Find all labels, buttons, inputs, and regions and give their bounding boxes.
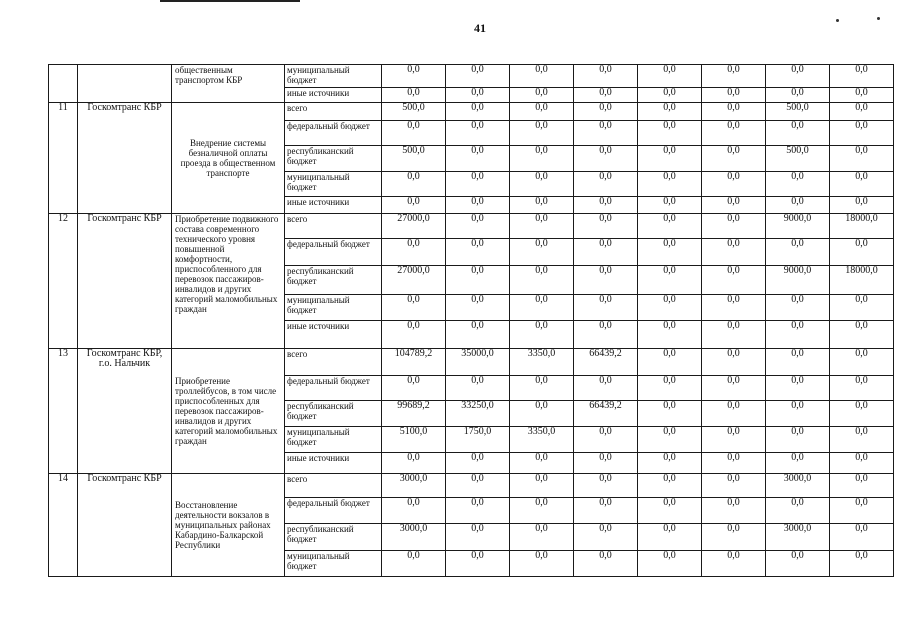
executor-cell: Госкомтранс КБР xyxy=(78,214,172,349)
value-cell: 0,0 xyxy=(702,349,766,376)
funding-source-cell: муниципальный бюджет xyxy=(285,172,382,197)
value-cell: 0,0 xyxy=(638,524,702,551)
value-cell: 0,0 xyxy=(766,239,830,266)
funding-source-cell: иные источники xyxy=(285,321,382,349)
value-cell: 0,0 xyxy=(574,214,638,239)
funding-source-cell: республиканский бюджет xyxy=(285,266,382,295)
funding-source-cell: федеральный бюджет xyxy=(285,121,382,146)
value-cell: 0,0 xyxy=(702,401,766,427)
value-cell: 0,0 xyxy=(382,295,446,321)
value-cell: 0,0 xyxy=(510,266,574,295)
value-cell: 0,0 xyxy=(510,121,574,146)
value-cell: 0,0 xyxy=(702,474,766,498)
funding-source-cell: всего xyxy=(285,103,382,121)
value-cell: 0,0 xyxy=(510,88,574,103)
value-cell: 0,0 xyxy=(766,376,830,401)
value-cell: 0,0 xyxy=(510,453,574,474)
funding-source-cell: муниципальный бюджет xyxy=(285,65,382,88)
value-cell: 0,0 xyxy=(830,474,894,498)
value-cell: 0,0 xyxy=(446,474,510,498)
value-cell: 0,0 xyxy=(702,121,766,146)
value-cell: 0,0 xyxy=(446,172,510,197)
value-cell: 0,0 xyxy=(638,214,702,239)
value-cell: 0,0 xyxy=(638,103,702,121)
value-cell: 0,0 xyxy=(446,524,510,551)
value-cell: 18000,0 xyxy=(830,266,894,295)
top-rule xyxy=(160,0,300,2)
budget-table xyxy=(48,64,894,577)
value-cell: 3000,0 xyxy=(766,474,830,498)
value-cell: 0,0 xyxy=(446,295,510,321)
value-cell: 0,0 xyxy=(766,121,830,146)
table-body xyxy=(49,65,894,577)
value-cell: 27000,0 xyxy=(382,214,446,239)
value-cell: 0,0 xyxy=(766,295,830,321)
value-cell: 0,0 xyxy=(830,427,894,453)
value-cell: 500,0 xyxy=(382,146,446,172)
funding-source-cell: муниципальный бюджет xyxy=(285,295,382,321)
value-cell: 9000,0 xyxy=(766,266,830,295)
value-cell: 0,0 xyxy=(702,172,766,197)
value-cell: 0,0 xyxy=(638,266,702,295)
value-cell: 0,0 xyxy=(382,172,446,197)
value-cell: 0,0 xyxy=(574,474,638,498)
value-cell: 0,0 xyxy=(382,121,446,146)
value-cell: 0,0 xyxy=(574,266,638,295)
table-row xyxy=(49,214,894,239)
value-cell: 0,0 xyxy=(510,65,574,88)
value-cell: 0,0 xyxy=(574,146,638,172)
value-cell: 0,0 xyxy=(830,498,894,524)
value-cell: 0,0 xyxy=(638,88,702,103)
value-cell: 3000,0 xyxy=(766,524,830,551)
value-cell: 0,0 xyxy=(702,103,766,121)
value-cell: 0,0 xyxy=(446,65,510,88)
value-cell: 0,0 xyxy=(830,321,894,349)
funding-source-cell: всего xyxy=(285,349,382,376)
value-cell: 0,0 xyxy=(638,427,702,453)
funding-source-cell: республиканский бюджет xyxy=(285,524,382,551)
value-cell: 0,0 xyxy=(510,295,574,321)
value-cell: 0,0 xyxy=(574,172,638,197)
value-cell: 0,0 xyxy=(510,197,574,214)
value-cell: 0,0 xyxy=(830,551,894,577)
value-cell: 0,0 xyxy=(446,376,510,401)
value-cell: 27000,0 xyxy=(382,266,446,295)
value-cell: 0,0 xyxy=(766,65,830,88)
measure-name-cell: Приобретение подвижного состава современного технического уровня повышенной комфортности, приспособленного для перевозок пассажиров-инвалидов и других категорий маломобильных граждан xyxy=(172,214,285,349)
value-cell: 0,0 xyxy=(574,197,638,214)
value-cell: 0,0 xyxy=(382,65,446,88)
value-cell: 500,0 xyxy=(766,146,830,172)
value-cell: 0,0 xyxy=(510,474,574,498)
value-cell: 0,0 xyxy=(830,88,894,103)
value-cell: 0,0 xyxy=(510,146,574,172)
value-cell: 1750,0 xyxy=(446,427,510,453)
funding-source-cell: федеральный бюджет xyxy=(285,239,382,266)
row-index-cell: 12 xyxy=(49,214,78,349)
value-cell: 0,0 xyxy=(702,498,766,524)
value-cell: 66439,2 xyxy=(574,401,638,427)
value-cell: 0,0 xyxy=(830,295,894,321)
value-cell: 0,0 xyxy=(766,88,830,103)
value-cell: 0,0 xyxy=(766,349,830,376)
table-row xyxy=(49,65,894,88)
row-index-cell xyxy=(49,65,78,103)
value-cell: 0,0 xyxy=(766,427,830,453)
value-cell: 0,0 xyxy=(574,88,638,103)
value-cell: 0,0 xyxy=(702,88,766,103)
value-cell: 500,0 xyxy=(766,103,830,121)
value-cell: 0,0 xyxy=(702,239,766,266)
value-cell: 0,0 xyxy=(766,453,830,474)
funding-source-cell: республиканский бюджет xyxy=(285,401,382,427)
value-cell: 0,0 xyxy=(446,551,510,577)
value-cell: 0,0 xyxy=(574,427,638,453)
row-index-cell: 13 xyxy=(49,349,78,474)
value-cell: 0,0 xyxy=(702,524,766,551)
value-cell: 0,0 xyxy=(510,524,574,551)
value-cell: 0,0 xyxy=(702,551,766,577)
value-cell: 0,0 xyxy=(702,266,766,295)
value-cell: 0,0 xyxy=(830,146,894,172)
value-cell: 0,0 xyxy=(510,103,574,121)
value-cell: 0,0 xyxy=(510,551,574,577)
value-cell: 0,0 xyxy=(574,524,638,551)
value-cell: 104789,2 xyxy=(382,349,446,376)
value-cell: 0,0 xyxy=(638,146,702,172)
value-cell: 0,0 xyxy=(638,295,702,321)
funding-source-cell: федеральный бюджет xyxy=(285,498,382,524)
value-cell: 0,0 xyxy=(766,401,830,427)
measure-name-cell: общественным транспортом КБР xyxy=(172,65,285,103)
value-cell: 0,0 xyxy=(766,321,830,349)
value-cell: 0,0 xyxy=(574,103,638,121)
value-cell: 0,0 xyxy=(382,551,446,577)
funding-source-cell: муниципальный бюджет xyxy=(285,427,382,453)
value-cell: 0,0 xyxy=(446,266,510,295)
value-cell: 0,0 xyxy=(574,65,638,88)
value-cell: 0,0 xyxy=(638,65,702,88)
value-cell: 0,0 xyxy=(830,103,894,121)
value-cell: 0,0 xyxy=(574,376,638,401)
value-cell: 3000,0 xyxy=(382,474,446,498)
value-cell: 0,0 xyxy=(830,239,894,266)
value-cell: 0,0 xyxy=(574,321,638,349)
value-cell: 0,0 xyxy=(446,214,510,239)
value-cell: 0,0 xyxy=(830,453,894,474)
value-cell: 0,0 xyxy=(382,321,446,349)
value-cell: 3350,0 xyxy=(510,427,574,453)
funding-source-cell: иные источники xyxy=(285,197,382,214)
funding-source-cell: муниципальный бюджет xyxy=(285,551,382,577)
value-cell: 0,0 xyxy=(574,498,638,524)
value-cell: 3000,0 xyxy=(382,524,446,551)
value-cell: 0,0 xyxy=(574,551,638,577)
measure-name-cell: Приобретение троллейбусов, в том числе приспособленных для перевозок пассажиров-инвалидов и других категорий маломобильных граждан xyxy=(172,349,285,474)
value-cell: 0,0 xyxy=(510,376,574,401)
value-cell: 0,0 xyxy=(382,376,446,401)
value-cell: 0,0 xyxy=(574,453,638,474)
row-index-cell: 14 xyxy=(49,474,78,577)
value-cell: 0,0 xyxy=(510,401,574,427)
table-row xyxy=(49,349,894,376)
page-number: 41 xyxy=(474,21,486,35)
value-cell: 0,0 xyxy=(830,349,894,376)
value-cell: 3350,0 xyxy=(510,349,574,376)
value-cell: 33250,0 xyxy=(446,401,510,427)
funding-source-cell: республиканский бюджет xyxy=(285,146,382,172)
value-cell: 9000,0 xyxy=(766,214,830,239)
value-cell: 0,0 xyxy=(766,498,830,524)
value-cell: 0,0 xyxy=(446,239,510,266)
value-cell: 0,0 xyxy=(382,197,446,214)
value-cell: 0,0 xyxy=(382,498,446,524)
measure-name-cell: Восстановление деятельности вокзалов в муниципальных районах Кабардино-Балкарской Республики xyxy=(172,474,285,577)
value-cell: 0,0 xyxy=(638,121,702,146)
table-row xyxy=(49,474,894,498)
value-cell: 0,0 xyxy=(574,295,638,321)
value-cell: 0,0 xyxy=(446,321,510,349)
value-cell: 0,0 xyxy=(830,376,894,401)
value-cell: 0,0 xyxy=(446,498,510,524)
value-cell: 0,0 xyxy=(510,214,574,239)
value-cell: 0,0 xyxy=(830,524,894,551)
value-cell: 0,0 xyxy=(574,239,638,266)
value-cell: 0,0 xyxy=(702,197,766,214)
executor-cell: Госкомтранс КБР xyxy=(78,474,172,577)
executor-cell xyxy=(78,65,172,103)
value-cell: 500,0 xyxy=(382,103,446,121)
value-cell: 0,0 xyxy=(574,121,638,146)
value-cell: 0,0 xyxy=(510,498,574,524)
value-cell: 0,0 xyxy=(830,197,894,214)
value-cell: 0,0 xyxy=(638,321,702,349)
value-cell: 18000,0 xyxy=(830,214,894,239)
value-cell: 0,0 xyxy=(830,401,894,427)
value-cell: 0,0 xyxy=(702,376,766,401)
value-cell: 0,0 xyxy=(382,453,446,474)
funding-source-cell: всего xyxy=(285,214,382,239)
funding-source-cell: всего xyxy=(285,474,382,498)
value-cell: 0,0 xyxy=(702,146,766,172)
value-cell: 0,0 xyxy=(638,172,702,197)
funding-source-cell: иные источники xyxy=(285,88,382,103)
value-cell: 0,0 xyxy=(766,197,830,214)
value-cell: 0,0 xyxy=(766,172,830,197)
value-cell: 0,0 xyxy=(702,65,766,88)
value-cell: 0,0 xyxy=(510,239,574,266)
value-cell: 0,0 xyxy=(638,349,702,376)
value-cell: 0,0 xyxy=(638,376,702,401)
value-cell: 0,0 xyxy=(638,498,702,524)
value-cell: 0,0 xyxy=(638,239,702,266)
funding-source-cell: иные источники xyxy=(285,453,382,474)
table-row xyxy=(49,103,894,121)
value-cell: 0,0 xyxy=(702,321,766,349)
value-cell: 0,0 xyxy=(446,103,510,121)
funding-source-cell: федеральный бюджет xyxy=(285,376,382,401)
value-cell: 0,0 xyxy=(638,401,702,427)
value-cell: 0,0 xyxy=(702,214,766,239)
value-cell: 0,0 xyxy=(702,427,766,453)
value-cell: 66439,2 xyxy=(574,349,638,376)
value-cell: 0,0 xyxy=(446,197,510,214)
value-cell: 0,0 xyxy=(446,146,510,172)
value-cell: 0,0 xyxy=(702,295,766,321)
value-cell: 0,0 xyxy=(510,321,574,349)
value-cell: 0,0 xyxy=(830,121,894,146)
executor-cell: Госкомтранс КБР xyxy=(78,103,172,214)
scan-speck xyxy=(836,19,839,22)
value-cell: 0,0 xyxy=(830,65,894,88)
scan-speck xyxy=(877,17,880,20)
value-cell: 99689,2 xyxy=(382,401,446,427)
value-cell: 0,0 xyxy=(638,551,702,577)
value-cell: 0,0 xyxy=(830,172,894,197)
value-cell: 5100,0 xyxy=(382,427,446,453)
value-cell: 0,0 xyxy=(702,453,766,474)
value-cell: 0,0 xyxy=(510,172,574,197)
value-cell: 0,0 xyxy=(766,551,830,577)
value-cell: 0,0 xyxy=(638,197,702,214)
row-index-cell: 11 xyxy=(49,103,78,214)
value-cell: 35000,0 xyxy=(446,349,510,376)
value-cell: 0,0 xyxy=(638,474,702,498)
measure-name-cell: Внедрение системы безналичной оплаты проезда в общественном транспорте xyxy=(172,103,285,214)
value-cell: 0,0 xyxy=(382,239,446,266)
executor-cell: Госкомтранс КБР, г.о. Нальчик xyxy=(78,349,172,474)
value-cell: 0,0 xyxy=(638,453,702,474)
value-cell: 0,0 xyxy=(446,453,510,474)
value-cell: 0,0 xyxy=(382,88,446,103)
value-cell: 0,0 xyxy=(446,121,510,146)
value-cell: 0,0 xyxy=(446,88,510,103)
